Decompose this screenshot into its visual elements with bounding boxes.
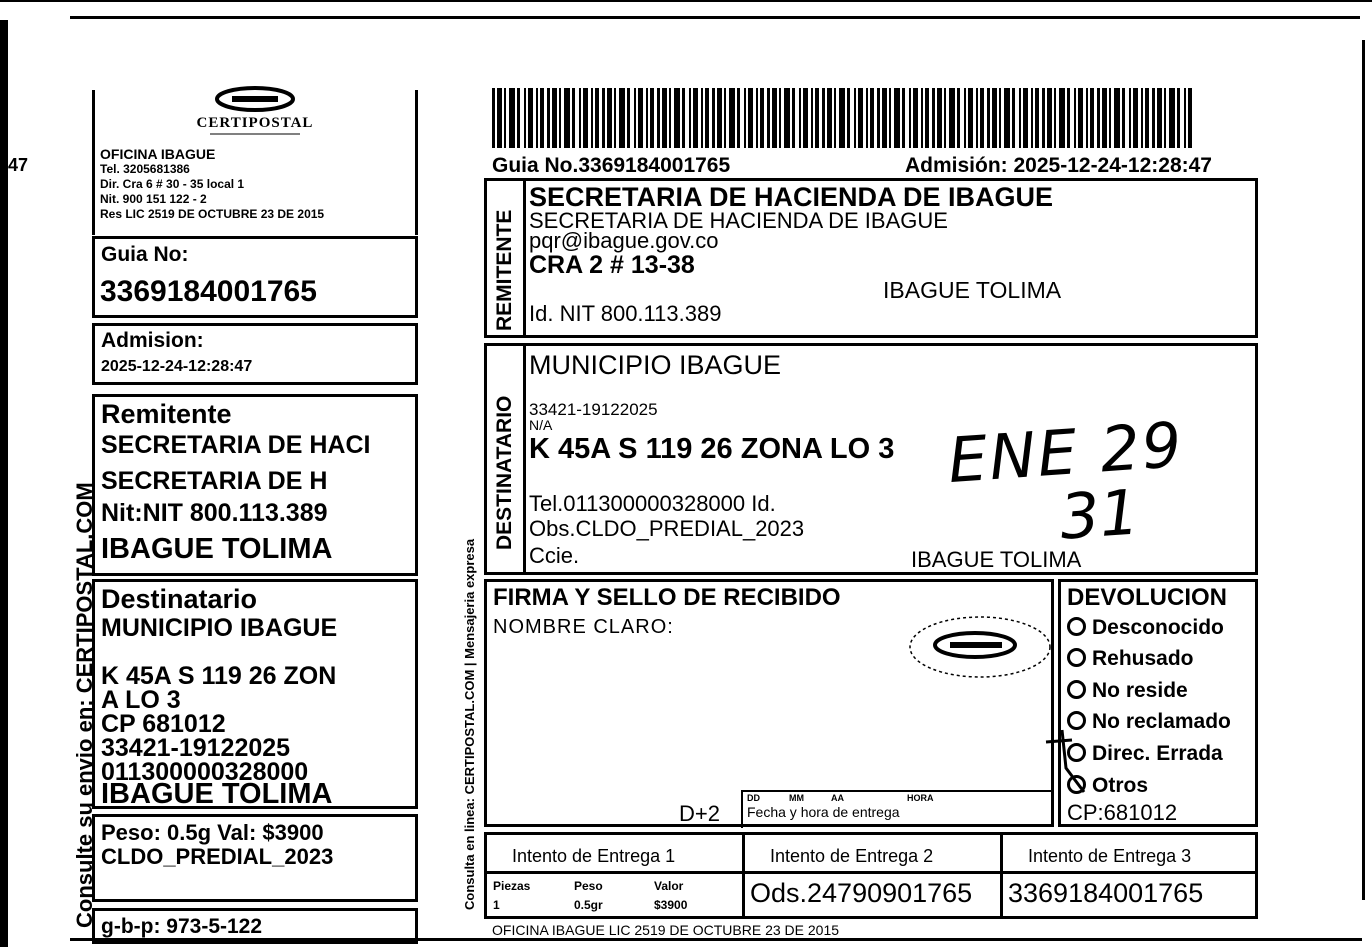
fecha-mm: MM bbox=[789, 793, 804, 803]
barcode-bar bbox=[944, 88, 946, 148]
barcode-bar bbox=[847, 88, 850, 148]
firma-title: FIRMA Y SELLO DE RECIBIDO bbox=[493, 584, 841, 611]
barcode-bar bbox=[1004, 88, 1010, 148]
barcode-bar bbox=[650, 88, 654, 148]
piezas-value: 1 bbox=[493, 898, 500, 912]
barcode-icon bbox=[492, 88, 1192, 148]
stub-office: OFICINA IBAGUE bbox=[100, 146, 216, 162]
stub-gbp-box bbox=[92, 908, 418, 944]
destinatario-ccie: Ccie. bbox=[529, 543, 580, 568]
stub-res: Res LIC 2519 DE OCTUBRE 23 DE 2015 bbox=[100, 207, 325, 221]
remitente-divider bbox=[523, 181, 526, 335]
barcode-bar bbox=[693, 88, 698, 148]
barcode-bar bbox=[583, 88, 588, 148]
barcode-bar bbox=[657, 88, 660, 148]
destinatario-name: MUNICIPIO IBAGUE bbox=[529, 350, 782, 380]
barcode-bar bbox=[999, 88, 1001, 148]
barcode-bar bbox=[748, 88, 753, 148]
barcode-bar bbox=[559, 88, 561, 148]
barcode-bar bbox=[1102, 88, 1107, 148]
scan-edge-top bbox=[0, 0, 1372, 2]
barcode-bar bbox=[1188, 88, 1192, 148]
barcode-bar bbox=[889, 88, 891, 148]
intento-1: Intento de Entrega 1 bbox=[512, 846, 676, 866]
valor-value: $3900 bbox=[654, 898, 688, 912]
destinatario-ref: 33421-19122025 bbox=[529, 400, 658, 419]
barcode-bar bbox=[1059, 88, 1065, 148]
barcode-bar bbox=[669, 88, 671, 148]
option-label: Direc. Errada bbox=[1092, 742, 1223, 765]
fecha-dd: DD bbox=[747, 793, 760, 803]
check-mark-icon bbox=[1040, 728, 1090, 798]
barcode-bar bbox=[504, 88, 506, 148]
scan-edge-left bbox=[0, 20, 8, 947]
option-label: Otros bbox=[1092, 774, 1149, 797]
barcode-bar bbox=[607, 88, 612, 148]
barcode-bar bbox=[701, 88, 703, 148]
barcode-bar bbox=[1012, 88, 1015, 148]
devolucion-option-2[interactable] bbox=[1067, 679, 1188, 703]
barcode-bar bbox=[737, 88, 740, 148]
stub-dest-name: MUNICIPIO IBAGUE bbox=[101, 614, 338, 642]
barcode-bar bbox=[980, 88, 984, 148]
radio-icon[interactable] bbox=[1067, 680, 1086, 699]
remitente-email: pqr@ibague.gov.co bbox=[529, 228, 719, 253]
barcode-bar bbox=[976, 88, 978, 148]
devolucion-option-1[interactable] bbox=[1067, 647, 1194, 671]
destinatario-divider bbox=[523, 346, 526, 572]
firma-dplus: D+2 bbox=[679, 801, 720, 826]
barcode-bar bbox=[602, 88, 605, 148]
barcode-bar bbox=[524, 88, 526, 148]
barcode-bar bbox=[894, 88, 900, 148]
option-label: No reside bbox=[1092, 679, 1188, 702]
barcode-bar bbox=[1023, 88, 1028, 148]
barcode-bar bbox=[772, 88, 777, 148]
barcode-bar bbox=[839, 88, 845, 148]
stub-guia-label: Guia No: bbox=[101, 243, 189, 266]
devolucion-option-4[interactable] bbox=[1067, 742, 1223, 766]
barcode-bar bbox=[909, 88, 911, 148]
barcode-bar bbox=[744, 88, 746, 148]
barcode-bar bbox=[1129, 88, 1131, 148]
barcode-bar bbox=[1141, 88, 1143, 148]
barcode-bar bbox=[827, 88, 832, 148]
barcode-bar bbox=[992, 88, 997, 148]
bottom-divider-2 bbox=[1000, 874, 1003, 916]
devolucion-option-3[interactable] bbox=[1067, 710, 1231, 734]
barcode-bar bbox=[1133, 88, 1138, 148]
barcode-bar bbox=[634, 88, 636, 148]
firma-nombre: NOMBRE CLARO: bbox=[493, 616, 674, 638]
fecha-aa: AA bbox=[831, 793, 844, 803]
handwritten-mark bbox=[1040, 728, 1090, 798]
barcode-bar bbox=[902, 88, 905, 148]
peso-value: 0.5gr bbox=[574, 898, 603, 912]
barcode-bar bbox=[662, 88, 667, 148]
barcode-bar bbox=[932, 88, 935, 148]
stub-gbp: g-b-p: 973-5-122 bbox=[101, 915, 263, 938]
main-admision-line: Admisión: 2025-12-24-12:28:47 bbox=[905, 154, 1212, 177]
remitente-address: CRA 2 # 13-38 bbox=[529, 251, 695, 279]
bottom-row bbox=[484, 871, 1258, 919]
piezas-label: Piezas bbox=[493, 879, 531, 893]
remitente-name: SECRETARIA DE HACIENDA DE IBAGUE bbox=[529, 182, 1054, 212]
barcode-bar bbox=[779, 88, 781, 148]
destinatario-obs: Obs.CLDO_PREDIAL_2023 bbox=[529, 516, 805, 541]
barcode-bar bbox=[1164, 88, 1166, 148]
devolucion-cp: CP:681012 bbox=[1067, 800, 1178, 825]
stub-dest-ref: 33421-19122025 bbox=[101, 734, 291, 762]
barcode-bar bbox=[921, 88, 923, 148]
barcode-bar bbox=[1169, 88, 1175, 148]
stub-side-text: Consulte su envio en: CERTIPOSTAL.COM bbox=[72, 482, 97, 928]
intento-2: Intento de Entrega 2 bbox=[770, 846, 934, 866]
barcode-bar bbox=[540, 88, 544, 148]
barcode-bar bbox=[803, 88, 808, 148]
barcode-bar bbox=[1152, 88, 1155, 148]
barcode-bar bbox=[1097, 88, 1100, 148]
stub-dest-addr2: A LO 3 bbox=[101, 686, 181, 714]
barcode-bar bbox=[528, 88, 533, 148]
footer-text: OFICINA IBAGUE LIC 2519 DE OCTUBRE 23 DE 2015 bbox=[492, 922, 840, 938]
handwriting-date: ENE 29 bbox=[945, 407, 1186, 498]
stub-destinatario-box bbox=[92, 579, 418, 809]
barcode-bar bbox=[1177, 88, 1180, 148]
barcode-bar bbox=[968, 88, 973, 148]
barcode-bar bbox=[913, 88, 918, 148]
stub-dest-tel: 011300000328000 bbox=[101, 758, 309, 786]
option-label: Desconocido bbox=[1092, 616, 1224, 639]
barcode-bar bbox=[756, 88, 758, 148]
valor-label: Valor bbox=[654, 879, 684, 893]
barcode-bar bbox=[799, 88, 801, 148]
barcode-bar bbox=[682, 88, 685, 148]
barcode-bar bbox=[517, 88, 520, 148]
barcode-bar bbox=[638, 88, 643, 148]
devolucion-title: DEVOLUCION bbox=[1067, 584, 1228, 611]
barcode-bar bbox=[1035, 88, 1039, 148]
stamp-icon bbox=[905, 612, 1055, 682]
barcode-bar bbox=[822, 88, 825, 148]
barcode-bar bbox=[552, 88, 557, 148]
radio-icon[interactable] bbox=[1067, 617, 1086, 636]
barcode-bar bbox=[564, 88, 570, 148]
destinatario-address: K 45A S 119 26 ZONA LO 3 bbox=[529, 433, 895, 465]
destinatario-vertical-label: DESTINATARIO bbox=[493, 395, 516, 550]
barcode-bar bbox=[854, 88, 856, 148]
edge-fragment: 47 bbox=[8, 155, 29, 175]
barcode-bar bbox=[1019, 88, 1021, 148]
devolucion-option-0[interactable] bbox=[1067, 616, 1224, 640]
barcode-bar bbox=[1031, 88, 1033, 148]
stub-admision-box bbox=[92, 323, 418, 385]
stub-nit: Nit. 900 151 122 - 2 bbox=[100, 192, 207, 206]
barcode-bar bbox=[760, 88, 764, 148]
barcode-bar bbox=[729, 88, 735, 148]
stub-remitente-line2: SECRETARIA DE H bbox=[101, 467, 328, 495]
logo-icon bbox=[170, 85, 340, 140]
barcode-bar bbox=[705, 88, 709, 148]
barcode-bar bbox=[957, 88, 960, 148]
barcode-bar bbox=[619, 88, 625, 148]
stub-admision-value: 2025-12-24-12:28:47 bbox=[101, 358, 253, 375]
svg-text:CERTIPOSTAL: CERTIPOSTAL bbox=[196, 115, 314, 131]
barcode-bar bbox=[815, 88, 819, 148]
stub-remitente-nit: Nit:NIT 800.113.389 bbox=[101, 499, 328, 527]
barcode-bar bbox=[882, 88, 887, 148]
barcode-bar bbox=[987, 88, 990, 148]
barcode-bar bbox=[614, 88, 616, 148]
intentos-row bbox=[484, 832, 1258, 874]
main-remitente-box bbox=[484, 178, 1258, 338]
barcode-bar bbox=[492, 88, 495, 148]
barcode-bar bbox=[877, 88, 880, 148]
barcode-bar bbox=[1145, 88, 1149, 148]
stub-guia-number: 3369184001765 bbox=[100, 275, 317, 308]
barcode-bar bbox=[964, 88, 966, 148]
intento-divider-1 bbox=[742, 835, 745, 871]
remitente-city: IBAGUE TOLIMA bbox=[883, 277, 1062, 303]
barcode-bar bbox=[1074, 88, 1076, 148]
intento-3: Intento de Entrega 3 bbox=[1028, 846, 1192, 866]
barcode-bar bbox=[579, 88, 581, 148]
barcode-bar bbox=[591, 88, 593, 148]
barcode-bar bbox=[870, 88, 874, 148]
stub-dest-addr1: K 45A S 119 26 ZON bbox=[101, 662, 337, 690]
barcode-bar bbox=[937, 88, 942, 148]
barcode-bar bbox=[925, 88, 929, 148]
barcode-bar bbox=[646, 88, 648, 148]
scan-edge-top-inner bbox=[70, 16, 1360, 19]
barcode-bar bbox=[834, 88, 836, 148]
firma-box bbox=[484, 579, 1054, 827]
barcode-bar bbox=[1157, 88, 1162, 148]
peso-label: Peso bbox=[574, 879, 603, 893]
certipostal-logo bbox=[170, 85, 340, 140]
stamp-seal bbox=[905, 612, 1055, 682]
stub-remitente-label: Remitente bbox=[101, 399, 232, 429]
barcode-bar bbox=[509, 88, 515, 148]
destinatario-na: N/A bbox=[529, 417, 553, 433]
destinatario-tel: Tel.011300000328000 Id. bbox=[529, 491, 776, 516]
fecha-label: Fecha y hora de entrega bbox=[747, 804, 900, 820]
barcode-bar bbox=[1114, 88, 1120, 148]
fecha-box bbox=[741, 790, 1053, 828]
stub-peso-val: Peso: 0.5g Val: $3900 bbox=[101, 820, 324, 845]
barcode-bar bbox=[866, 88, 868, 148]
intento-divider-2 bbox=[1000, 835, 1003, 871]
remitente-id: Id. NIT 800.113.389 bbox=[529, 301, 722, 326]
main-side-text: Consulta en linea: CERTIPOSTAL.COM | Mensajeria expresa bbox=[462, 538, 477, 910]
barcode-bar bbox=[547, 88, 550, 148]
scan-edge-right bbox=[1362, 40, 1365, 900]
ods-number: Ods.24790901765 bbox=[750, 878, 973, 908]
stub-admision-label: Admision: bbox=[101, 329, 204, 352]
remitente-vertical-label: REMITENTE bbox=[493, 209, 516, 331]
barcode-bar bbox=[858, 88, 863, 148]
barcode-bar bbox=[595, 88, 599, 148]
barcode-bar bbox=[627, 88, 630, 148]
handwriting-day: 31 bbox=[1057, 475, 1142, 554]
stub-remitente-line1: SECRETARIA DE HACI bbox=[101, 431, 371, 459]
barcode-bar bbox=[717, 88, 722, 148]
option-label: Rehusado bbox=[1092, 647, 1194, 670]
barcode-bar bbox=[689, 88, 691, 148]
remitente-name2: SECRETARIA DE HACIENDA DE IBAGUE bbox=[529, 208, 948, 233]
barcode-bar bbox=[1086, 88, 1088, 148]
barcode-bar bbox=[949, 88, 955, 148]
barcode-bar bbox=[724, 88, 726, 148]
barcode-bar bbox=[792, 88, 795, 148]
radio-icon[interactable] bbox=[1067, 648, 1086, 667]
bottom-guia-number: 3369184001765 bbox=[1008, 878, 1204, 908]
barcode-bar bbox=[497, 88, 502, 148]
barcode-bar bbox=[536, 88, 538, 148]
barcode-bar bbox=[674, 88, 680, 148]
fecha-hora: HORA bbox=[907, 793, 934, 803]
barcode-bar bbox=[1042, 88, 1045, 148]
barcode-bar bbox=[767, 88, 770, 148]
barcode-bar bbox=[1184, 88, 1186, 148]
barcode-bar bbox=[784, 88, 790, 148]
stub-dir: Dir. Cra 6 # 30 - 35 local 1 bbox=[100, 177, 245, 191]
barcode-bar bbox=[1109, 88, 1111, 148]
stub-dest-cp: CP 681012 bbox=[101, 710, 226, 738]
barcode-bar bbox=[1054, 88, 1056, 148]
stub-obs: CLDO_PREDIAL_2023 bbox=[101, 844, 334, 869]
barcode bbox=[492, 88, 1192, 148]
barcode-bar bbox=[1122, 88, 1125, 148]
barcode-bar bbox=[811, 88, 813, 148]
barcode-bar bbox=[1078, 88, 1083, 148]
stub-guia-box bbox=[92, 236, 418, 318]
barcode-bar bbox=[712, 88, 715, 148]
stub-destinatario-label: Destinatario bbox=[101, 584, 258, 614]
stub-right-rule bbox=[415, 90, 418, 235]
stub-remitente-city: IBAGUE TOLIMA bbox=[101, 533, 333, 565]
barcode-bar bbox=[1090, 88, 1094, 148]
option-label: No reclamado bbox=[1092, 710, 1231, 733]
main-guia-line: Guia No.3369184001765 bbox=[492, 154, 731, 177]
stub-peso-box bbox=[92, 814, 418, 902]
barcode-bar bbox=[1047, 88, 1052, 148]
stub-tel: Tel. 3205681386 bbox=[100, 162, 190, 176]
destinatario-city: IBAGUE TOLIMA bbox=[911, 547, 1082, 572]
barcode-bar bbox=[572, 88, 575, 148]
stub-remitente-box bbox=[92, 394, 418, 576]
stub-left-rule bbox=[92, 90, 95, 235]
stub-dest-city: IBAGUE TOLIMA bbox=[101, 778, 333, 810]
bottom-divider-1 bbox=[742, 874, 745, 916]
barcode-bar bbox=[1067, 88, 1070, 148]
